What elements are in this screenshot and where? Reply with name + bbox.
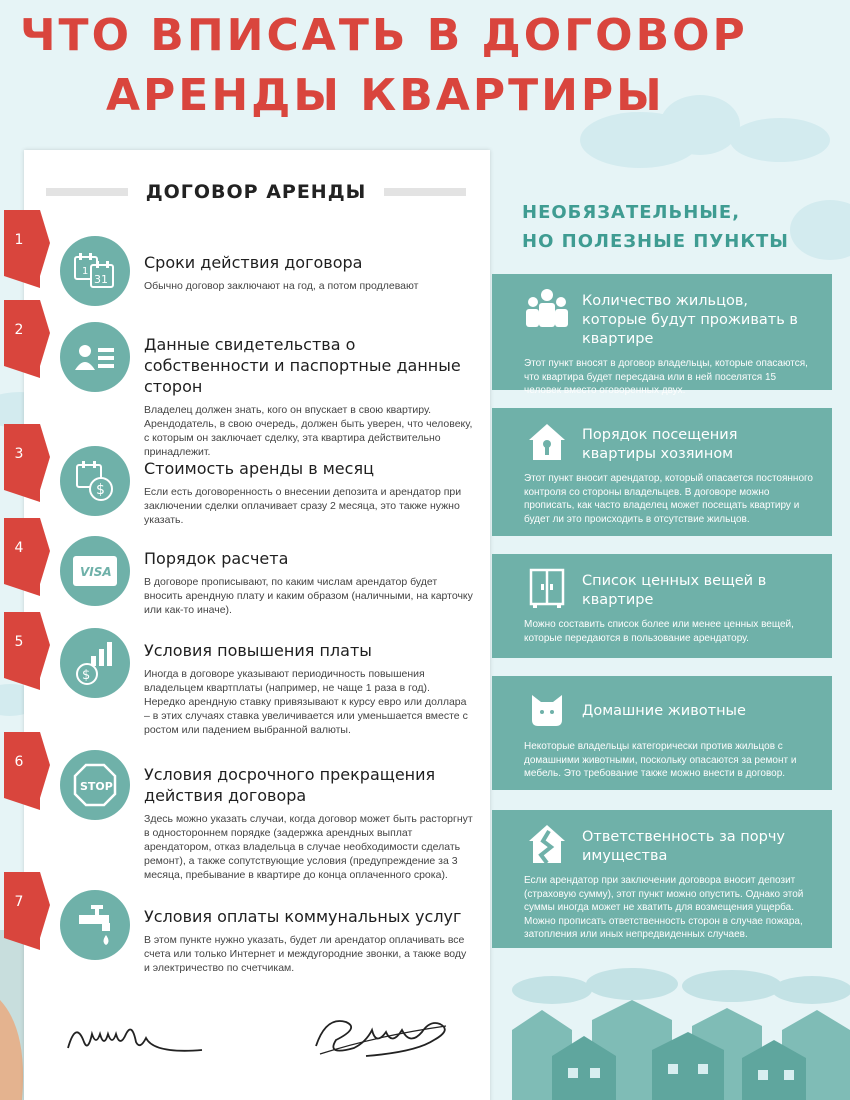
- item-description: Иногда в договоре указывают периодичность повышения владельцем квартплаты (например, не чаще 1 раза в год). Нередко арендную ставку привязывают к курсу евро или доллара – в этих случаях ставка увеличивается или уменьшается вместе с ростом или падением выбранной валюты.: [144, 668, 468, 736]
- visa-card-icon: [60, 536, 130, 606]
- item-number-ribbon: [4, 300, 40, 366]
- people-icon: [524, 286, 570, 330]
- heading-rule-right: [384, 188, 466, 196]
- stop-label: STOP: [80, 780, 113, 793]
- visa-label: VISA: [80, 565, 112, 579]
- item-title: Условия досрочного прекращения действия договора: [144, 765, 436, 805]
- item-description: Обычно договор заключают на год, а потом продлевают: [144, 280, 419, 292]
- signature-left: [62, 1012, 212, 1062]
- house-keyhole-icon: [524, 420, 570, 464]
- id-card-icon: [60, 322, 130, 392]
- card-description: Можно составить список более или менее ценных вещей, которые передаются в пользование арендатору.: [524, 619, 794, 644]
- item-number: 2: [14, 322, 24, 338]
- card-title: Количество жильцов, которые будут проживать в квартире: [582, 293, 798, 347]
- item-description: В этом пункте нужно указать, будет ли арендатор оплачивать все счета или только Интернет и междугородние звонки, а также воду и электричество по счетчикам.: [144, 934, 467, 974]
- dollar-glyph: $: [82, 668, 91, 683]
- item-number: 5: [14, 634, 24, 650]
- houses-illustration: [492, 960, 850, 1100]
- optional-heading: [522, 198, 822, 256]
- optional-card: [492, 810, 832, 948]
- item-description: Владелец должен знать, кого он впускает в свою квартиру. Арендодатель, в свою очередь, должен быть уверен, что человеку, с которым он заключает сделку, эта квартира действительно принадлежит.: [144, 404, 473, 458]
- item-number: 6: [14, 754, 24, 770]
- contract-heading-text: ДОГОВОР АРЕНДЫ: [145, 181, 367, 203]
- optional-card: [492, 274, 832, 396]
- water-tap-icon: [60, 890, 130, 960]
- item-title: Условия повышения платы: [144, 641, 372, 660]
- broken-house-icon: [524, 822, 570, 866]
- title-line-2: АРЕНДЫ КВАРТИРЫ: [106, 70, 665, 121]
- optional-heading-line-2: НО ПОЛЕЗНЫЕ ПУНКТЫ: [522, 231, 789, 252]
- calendar-label-b: 31: [94, 273, 108, 286]
- optional-card: [492, 408, 832, 536]
- item-number-ribbon: [4, 210, 40, 276]
- signature-right: [306, 1006, 456, 1066]
- item-number-ribbon: [4, 424, 40, 490]
- card-title: Ответственность за порчу имущества: [582, 829, 785, 864]
- cat-icon: [524, 688, 570, 732]
- item-number-ribbon: [4, 612, 40, 678]
- item-number: 3: [14, 446, 24, 462]
- item-title: Порядок расчета: [144, 549, 289, 568]
- item-title: Стоимость аренды в месяц: [144, 459, 374, 478]
- card-title: Домашние животные: [582, 703, 746, 719]
- title-line-1: ЧТО ВПИСАТЬ В ДОГОВОР: [20, 10, 748, 61]
- item-title: Сроки действия договора: [144, 253, 363, 272]
- card-title: Список ценных вещей в квартире: [582, 573, 767, 608]
- optional-heading-line-1: НЕОБЯЗАТЕЛЬНЫЕ,: [522, 202, 741, 223]
- calendar-label-a: 1: [82, 266, 89, 277]
- item-description: В договоре прописывают, по каким числам арендатор будет вносить арендную плату и каким образом (наличными, на карточку или как-то иначе).: [144, 576, 473, 616]
- infographic-title: [20, 6, 840, 126]
- item-number: 4: [14, 540, 24, 556]
- item-number-ribbon: [4, 872, 40, 938]
- item-number: 7: [14, 894, 24, 910]
- card-description: Если арендатор при заключении договора вносит депозит (страховую сумму), этот пункт можно опустить. Однако этой суммы иногда может не хватить для возмещения ущерба. Можно прописать ответственность сторон в случае пожара, затопления или иных непредвиденных случаев.: [524, 875, 804, 940]
- optional-card: [492, 676, 832, 790]
- item-title: Условия оплаты коммунальных услуг: [144, 907, 462, 926]
- item-title: Данные свидетельства о собственности и паспортные данные сторон: [144, 335, 461, 396]
- card-description: Некоторые владельцы категорически против жильцов с домашними животными, поскольку опасаются за ремонт и мебель. Это требование также можно внести в договор.: [524, 741, 797, 779]
- item-number: 1: [14, 232, 24, 248]
- dollar-glyph: $: [96, 482, 105, 498]
- calendar-icon: [60, 236, 130, 306]
- item-number-ribbon: [4, 732, 40, 798]
- cabinet-icon: [524, 566, 570, 610]
- heading-rule-left: [46, 188, 128, 196]
- item-number-ribbon: [4, 518, 40, 584]
- item-description: Если есть договоренность о внесении депозита и арендатор при заключении сделки оплачивает сразу 2 месяца, это также нужно указать.: [144, 486, 462, 526]
- card-description: Этот пункт вносит арендатор, который опасается постоянного контроля со стороны владельцев. В договоре можно прописать, как часто владелец может посещать квартиру и будет ли это происходить в отсутствие жильцов.: [524, 473, 813, 525]
- stop-sign-icon: [60, 750, 130, 820]
- calendar-coins-icon: [60, 446, 130, 516]
- item-description: Здесь можно указать случаи, когда договор может быть расторгнут в одностороннем порядке (задержка арендных выплат арендатором, отказ владельца в случае необходимости сделать ремонт), а также сопутствующие условия (предупреждение за 3 месяца, пребывание в квартире до конца оплаченного срока).: [144, 813, 473, 881]
- optional-card: [492, 554, 832, 658]
- contract-heading: [46, 180, 466, 204]
- card-description: Этот пункт вносят в договор владельцы, которые опасаются, что квартира будет пересдана или в ней поселятся 15 человек вместо оговоренных двух.: [524, 358, 808, 396]
- card-title: Порядок посещения квартиры хозяином: [582, 427, 738, 462]
- growth-coins-icon: [60, 628, 130, 698]
